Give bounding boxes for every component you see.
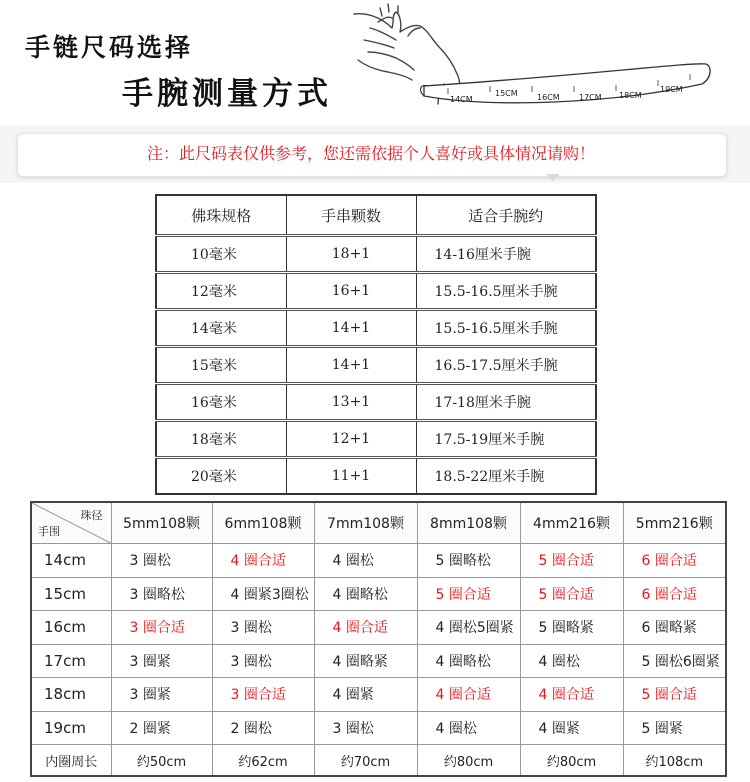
hand-measuring-illustration — [340, 0, 750, 125]
title-wrist-measure: 手腕测量方式 — [122, 76, 332, 112]
bead-count-cell: 14+1 — [286, 347, 416, 384]
wrist-range-cell: 15.5-16.5厘米手腕 — [416, 310, 596, 347]
wrist-size-label: 15cm — [31, 577, 111, 611]
notice-arrow-icon — [546, 174, 560, 181]
recommended-fit-cell: 3 圈合适 — [111, 611, 212, 645]
tape-label: 18CM — [619, 91, 642, 100]
notice-text: 注：此尺码表仅供参考，您还需依据个人喜好或具体情况请购！ — [146, 144, 595, 163]
fit-cell: 4 圈紧 — [520, 711, 623, 745]
wrist-range-cell: 14-16厘米手腕 — [416, 236, 596, 273]
inner-circumference-cell: 约108cm — [623, 745, 726, 777]
bead-size-cell: 16毫米 — [156, 384, 286, 421]
bead-size-table — [155, 194, 597, 495]
table-row — [156, 273, 596, 310]
bead-count-cell: 11+1 — [286, 458, 416, 495]
fit-cell: 3 圈松 — [212, 644, 314, 678]
wrist-range-cell: 16.5-17.5厘米手腕 — [416, 347, 596, 384]
fit-cell: 4 圈略松 — [417, 644, 520, 678]
recommended-fit-cell: 4 圈合适 — [314, 611, 417, 645]
fit-cell: 4 圈松 — [314, 544, 417, 578]
bead-size-cell: 14毫米 — [156, 310, 286, 347]
table-row — [31, 577, 726, 611]
wrist-range-cell: 17.5-19厘米手腕 — [416, 421, 596, 458]
column-header: 5mm108颗 — [111, 502, 212, 544]
column-header: 4mm216颗 — [520, 502, 623, 544]
wrist-range-cell: 15.5-16.5厘米手腕 — [416, 273, 596, 310]
fit-cell: 3 圈松 — [111, 544, 212, 578]
fit-cell: 3 圈紧 — [111, 644, 212, 678]
column-header: 5mm216颗 — [623, 502, 726, 544]
recommended-fit-cell: 4 圈合适 — [417, 678, 520, 712]
table-row — [156, 421, 596, 458]
table-row — [156, 310, 596, 347]
table-row — [31, 711, 726, 745]
recommended-fit-cell: 6 圈合适 — [623, 577, 726, 611]
table-row — [31, 678, 726, 712]
tape-label: 17CM — [579, 93, 602, 102]
bead-size-cell: 18毫米 — [156, 421, 286, 458]
recommended-fit-cell: 3 圈合适 — [212, 678, 314, 712]
table-row — [156, 458, 596, 495]
wrist-range-cell: 17-18厘米手腕 — [416, 384, 596, 421]
bead-size-cell: 20毫米 — [156, 458, 286, 495]
bead-size-cell: 10毫米 — [156, 236, 286, 273]
table-row — [31, 644, 726, 678]
recommended-fit-cell: 4 圈合适 — [520, 678, 623, 712]
fit-cell: 4 圈紧3圈松 — [212, 577, 314, 611]
fit-cell: 5 圈紧 — [623, 711, 726, 745]
fit-cell: 2 圈松 — [212, 711, 314, 745]
corner-header — [31, 502, 111, 544]
recommended-fit-cell: 5 圈合适 — [520, 544, 623, 578]
recommended-fit-cell: 5 圈合适 — [417, 577, 520, 611]
column-header: 手串颗数 — [286, 195, 416, 236]
fit-cell: 4 圈紧 — [314, 678, 417, 712]
column-header: 8mm108颗 — [417, 502, 520, 544]
table-row — [156, 384, 596, 421]
table-row — [156, 236, 596, 273]
tape-label: 15CM — [495, 89, 518, 98]
wrist-size-label: 16cm — [31, 611, 111, 645]
title-bracelet-size: 手链尺码选择 — [25, 33, 194, 62]
table-row — [156, 347, 596, 384]
table-row — [31, 544, 726, 578]
bead-size-cell: 12毫米 — [156, 273, 286, 310]
bead-count-cell: 13+1 — [286, 384, 416, 421]
fit-cell: 5 圈略松 — [417, 544, 520, 578]
fit-cell: 3 圈略松 — [111, 577, 212, 611]
inner-circumference-cell: 约80cm — [417, 745, 520, 777]
fit-cell: 2 圈紧 — [111, 711, 212, 745]
fit-cell: 3 圈紧 — [111, 678, 212, 712]
tape-label: 14CM — [450, 95, 473, 104]
bead-size-cell: 15毫米 — [156, 347, 286, 384]
tape-label: 16CM — [537, 93, 560, 102]
inner-circumference-cell: 约70cm — [314, 745, 417, 777]
wrap-count-table — [30, 501, 727, 777]
wrist-range-cell: 18.5-22厘米手腕 — [416, 458, 596, 495]
fit-cell: 6 圈略紧 — [623, 611, 726, 645]
recommended-fit-cell: 6 圈合适 — [623, 544, 726, 578]
tape-label: 19CM — [660, 85, 683, 94]
inner-circumference-cell: 约62cm — [212, 745, 314, 777]
footer-row — [31, 745, 726, 777]
footer-label: 内圈周长 — [31, 745, 111, 777]
fit-cell: 4 圈松 — [520, 644, 623, 678]
fit-cell: 5 圈松6圈紧 — [623, 644, 726, 678]
fit-cell: 4 圈松5圈紧 — [417, 611, 520, 645]
recommended-fit-cell: 5 圈合适 — [520, 577, 623, 611]
inner-circumference-cell: 约50cm — [111, 745, 212, 777]
column-header: 佛珠规格 — [156, 195, 286, 236]
inner-circumference-cell: 约80cm — [520, 745, 623, 777]
fit-cell: 3 圈松 — [212, 611, 314, 645]
fit-cell: 5 圈略紧 — [520, 611, 623, 645]
bead-count-cell: 18+1 — [286, 236, 416, 273]
table-row — [31, 611, 726, 645]
wrist-size-label: 17cm — [31, 644, 111, 678]
recommended-fit-cell: 4 圈合适 — [212, 544, 314, 578]
fit-cell: 3 圈松 — [314, 711, 417, 745]
fit-cell: 4 圈略松 — [314, 577, 417, 611]
recommended-fit-cell: 5 圈合适 — [623, 678, 726, 712]
fit-cell: 4 圈松 — [417, 711, 520, 745]
column-header: 适合手腕约 — [416, 195, 596, 236]
fit-cell: 4 圈略紧 — [314, 644, 417, 678]
wrist-size-label: 19cm — [31, 711, 111, 745]
bead-count-cell: 14+1 — [286, 310, 416, 347]
corner-label-wrist: 手围 — [38, 525, 60, 538]
bead-count-cell: 12+1 — [286, 421, 416, 458]
corner-label-diameter: 珠径 — [80, 509, 103, 522]
wrist-size-label: 14cm — [31, 544, 111, 578]
wrist-size-label: 18cm — [31, 678, 111, 712]
column-header: 6mm108颗 — [212, 502, 314, 544]
bead-count-cell: 16+1 — [286, 273, 416, 310]
column-header: 7mm108颗 — [314, 502, 417, 544]
